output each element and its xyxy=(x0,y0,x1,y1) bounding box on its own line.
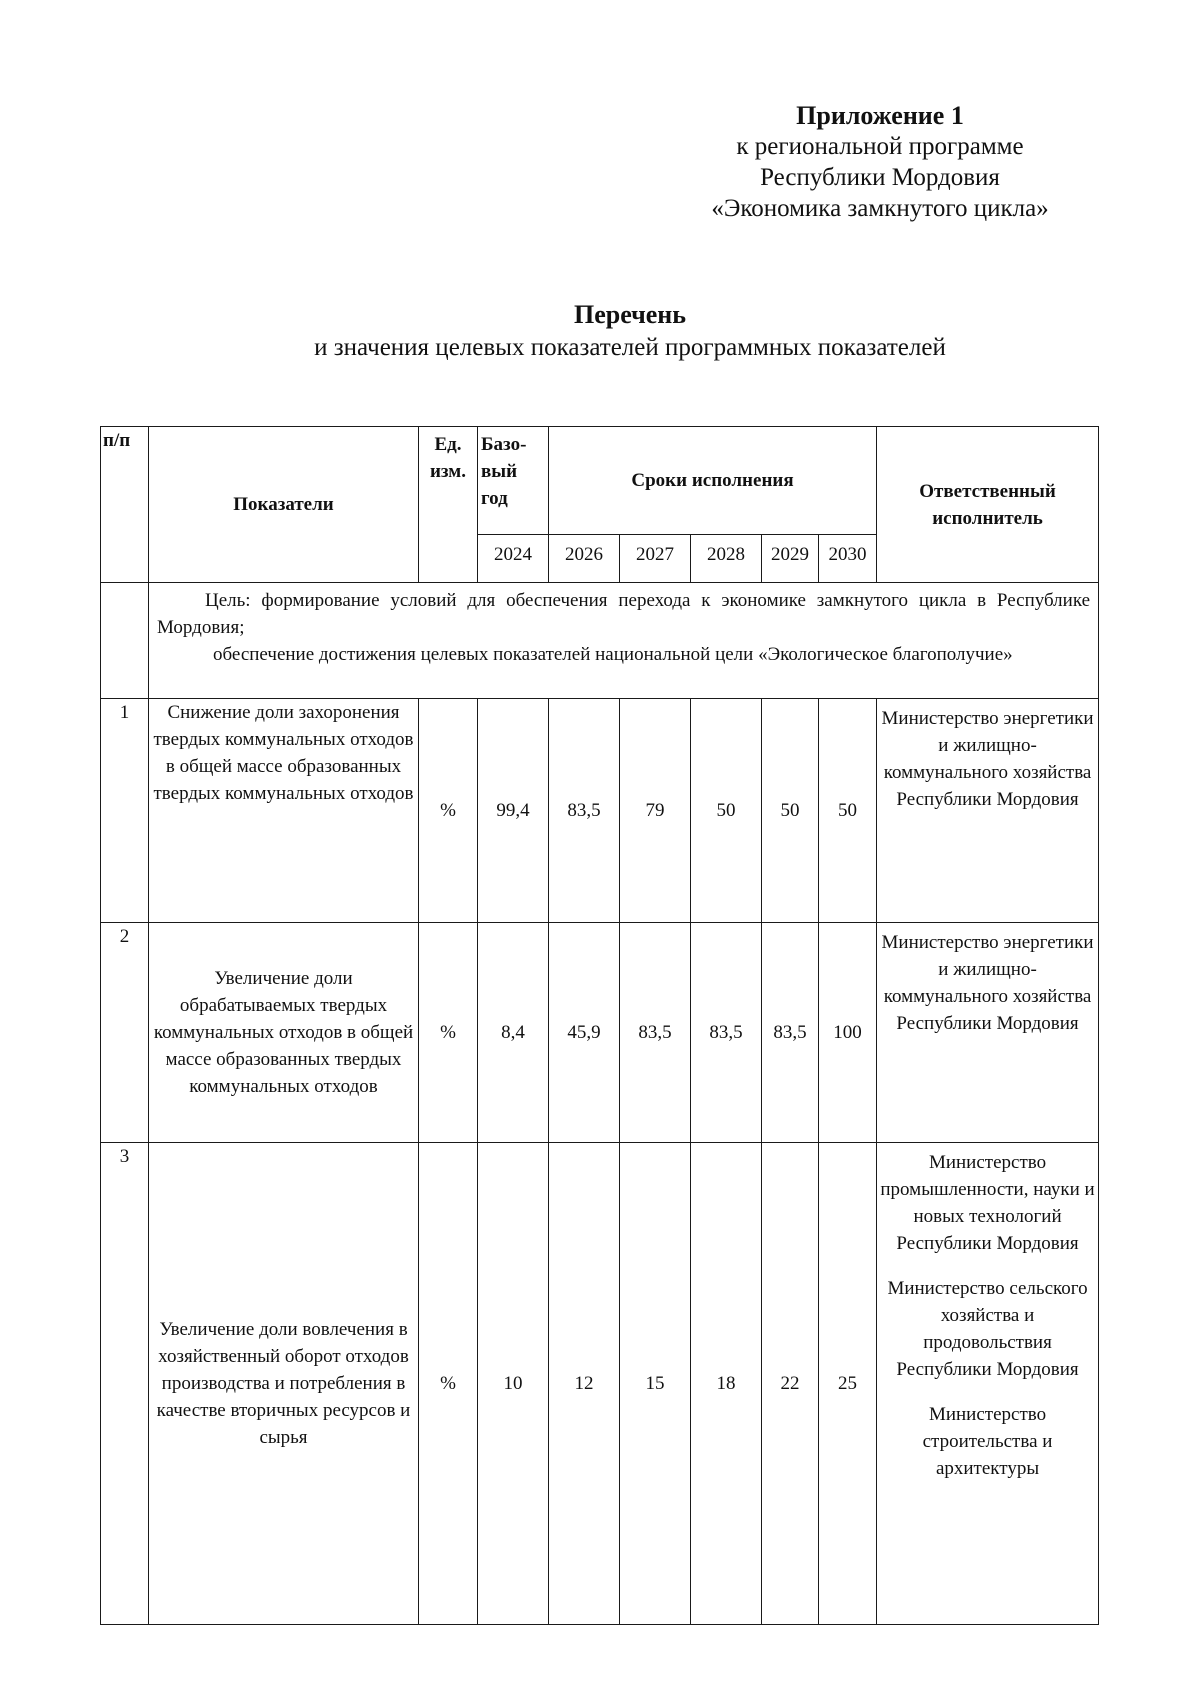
value-cell: 50 xyxy=(691,699,762,923)
responsible-text: Министерство энергетики и жилищно-коммунального хозяйства Республики Мордовия xyxy=(881,708,1094,810)
value-cell: 25 xyxy=(819,1143,877,1625)
value-cell: 22 xyxy=(762,1143,819,1625)
header-base-year: Базо-вый год xyxy=(478,427,549,535)
goal-num-cell xyxy=(101,583,149,699)
responsible-text: Министерство сельского хозяйства и продовольствия Республики Мордовия xyxy=(887,1278,1088,1380)
responsible-text: Министерство энергетики и жилищно-коммунального хозяйства Республики Мордовия xyxy=(881,932,1094,1034)
header-indicator: Показатели xyxy=(149,427,419,583)
table-header-row xyxy=(101,427,1099,535)
indicator-name: Увеличение доли вовлечения в хозяйственный оборот отходов производства и потребления в качестве вторичных ресурсов и сырья xyxy=(149,1143,419,1625)
appendix-block xyxy=(660,100,1100,224)
year-cell: 2026 xyxy=(549,535,620,583)
row-number: 2 xyxy=(101,923,149,1143)
value-cell: 45,9 xyxy=(549,923,620,1143)
appendix-line-3: «Экономика замкнутого цикла» xyxy=(711,195,1049,222)
appendix-title: Приложение 1 xyxy=(796,101,964,130)
value-cell: 99,4 xyxy=(478,699,549,923)
year-cell: 2027 xyxy=(620,535,691,583)
responsible-text: Министерство промышленности, науки и новых технологий Республики Мордовия xyxy=(880,1152,1095,1254)
value-cell: 50 xyxy=(819,699,877,923)
header-unit: Ед. изм. xyxy=(419,427,478,583)
value-cell: 50 xyxy=(762,699,819,923)
unit-cell: % xyxy=(419,1143,478,1625)
goal-text-1: Цель: формирование условий для обеспечения перехода к экономике замкнутого цикла в Республике Мордовия; xyxy=(157,590,1091,638)
table-row xyxy=(101,923,1099,1143)
appendix-line-1: к региональной программе xyxy=(736,133,1024,160)
row-number: 3 xyxy=(101,1143,149,1625)
year-cell: 2029 xyxy=(762,535,819,583)
value-cell: 100 xyxy=(819,923,877,1143)
responsible-cell xyxy=(877,699,1099,923)
value-cell: 83,5 xyxy=(691,923,762,1143)
year-cell: 2028 xyxy=(691,535,762,583)
document-subtitle: и значения целевых показателей программных показателей xyxy=(314,334,946,361)
value-cell: 10 xyxy=(478,1143,549,1625)
row-number: 1 xyxy=(101,699,149,923)
value-cell: 15 xyxy=(620,1143,691,1625)
value-cell: 83,5 xyxy=(549,699,620,923)
table-row xyxy=(101,1143,1099,1625)
goal-cell xyxy=(149,583,1099,699)
unit-cell: % xyxy=(419,923,478,1143)
responsible-cell xyxy=(877,923,1099,1143)
document-heading xyxy=(200,298,1060,364)
year-cell: 2024 xyxy=(478,535,549,583)
table-row xyxy=(101,699,1099,923)
document-title: Перечень xyxy=(573,300,687,329)
unit-cell: % xyxy=(419,699,478,923)
value-cell: 79 xyxy=(620,699,691,923)
indicators-table xyxy=(100,426,1099,1625)
value-cell: 83,5 xyxy=(620,923,691,1143)
indicator-name: Увеличение доли обрабатываемых твердых коммунальных отходов в общей массе образованных твердых коммунальных отходов xyxy=(149,923,419,1143)
value-cell: 8,4 xyxy=(478,923,549,1143)
goal-row xyxy=(101,583,1099,699)
value-cell: 12 xyxy=(549,1143,620,1625)
year-cell: 2030 xyxy=(819,535,877,583)
responsible-cell xyxy=(877,1143,1099,1625)
value-cell: 18 xyxy=(691,1143,762,1625)
value-cell: 83,5 xyxy=(762,923,819,1143)
header-responsible: Ответственный исполнитель xyxy=(877,427,1099,583)
header-num: п/п xyxy=(101,427,149,583)
header-terms: Сроки исполнения xyxy=(549,427,877,535)
responsible-text: Министерство строительства и архитектуры xyxy=(922,1404,1053,1479)
indicator-name: Снижение доли захоронения твердых коммунальных отходов в общей массе образованных твердых коммунальных отходов xyxy=(149,699,419,923)
appendix-line-2: Республики Мордовия xyxy=(760,164,1000,191)
goal-text-2: обеспечение достижения целевых показателей национальной цели «Экологическое благополучие» xyxy=(213,644,1013,665)
